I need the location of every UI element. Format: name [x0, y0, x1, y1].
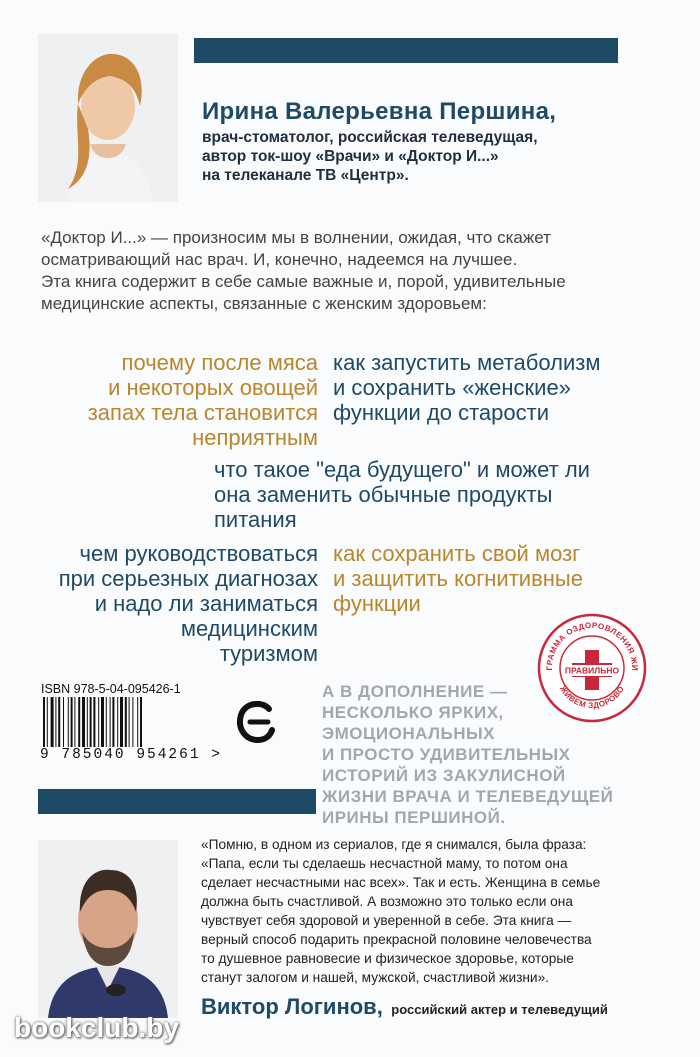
- quote-line: должна быть счастливой. А возможно это только если она: [201, 894, 573, 909]
- topic-line: запах тела становится: [87, 400, 318, 425]
- topic-metabolism: [333, 350, 653, 425]
- topic-line: питания: [214, 507, 297, 532]
- author-desc-line: врач-стоматолог, российская телеведущая,: [202, 129, 538, 146]
- author-name: Ирина Валерьевна Першина,: [202, 98, 557, 125]
- quote-line: чувствует себя здоровой и уверенной в себе. Эта книга —: [201, 913, 572, 928]
- topic-line: и некоторых овощей: [108, 375, 318, 400]
- quote-line: верный способ подарить прекрасной половине человечества: [201, 932, 592, 947]
- author-desc-line: автор ток-шоу «Врачи» и «Доктор И...»: [202, 148, 499, 165]
- topic-line: и защитить когнитивные: [333, 566, 583, 591]
- intro-line: осматривающий нас врач. И, конечно, надеемся на лучшее.: [41, 250, 518, 269]
- topic-line: медицинским: [180, 616, 318, 641]
- topic-line: при серьезных диагнозах: [58, 566, 318, 591]
- addon-line: ИРИНЫ ПЕРШИНОЙ.: [322, 808, 506, 827]
- topic-line: как сохранить свой мозг: [333, 541, 581, 566]
- topic-line: и сохранить «женские»: [333, 375, 571, 400]
- quote-line: «Помню, в одном из сериалов, где я снимался, была фраза:: [201, 837, 587, 852]
- quote-author-desc: российский актер и телеведущий: [391, 1002, 608, 1017]
- topic-line: она заменить обычные продукты: [214, 482, 553, 507]
- publisher-logo: [236, 700, 276, 744]
- author-photo: [38, 34, 178, 202]
- quote-text: [201, 835, 671, 987]
- topic-line: функции: [333, 591, 421, 616]
- topic-line: неприятным: [192, 425, 318, 450]
- addon-line: ИСТОРИЙ ИЗ ЗАКУЛИСНОЙ: [322, 766, 566, 785]
- quote-author-name: Виктор Логинов,: [201, 994, 383, 1019]
- isbn-label: ISBN 978-5-04-095426-1: [41, 682, 181, 696]
- seal-ring-text: ГРАММА ОЗДОРОВЛЕНИЯ ЖИ: [544, 620, 640, 672]
- topic-line: почему после мяса: [121, 350, 318, 375]
- topic-line: функции до старости: [333, 400, 550, 425]
- portrait-man-icon: [38, 840, 178, 1018]
- intro-line: «Доктор И...» — произносим мы в волнении, ожидая, что скажет: [41, 228, 551, 247]
- intro-paragraph: [41, 227, 671, 315]
- intro-line: Эта книга содержит в себе самые важные и, порой, удивительные: [41, 272, 566, 291]
- topic-line: туризмом: [219, 641, 318, 666]
- watermark: bookclub.by: [14, 1012, 179, 1043]
- seal-bottom-text: ЖИВЕМ ЗДОРОВО: [557, 684, 627, 711]
- topic-future-food: [214, 457, 674, 532]
- eksmo-logo-icon: [236, 700, 276, 744]
- quote-line: сделает несчастными нас всех». Так и есть. Женщина в семье: [201, 875, 601, 890]
- addon-line: И ПРОСТО УДИВИТЕЛЬНЫХ: [322, 745, 571, 764]
- barcode-digits: 9 785040 954261 >: [40, 747, 222, 763]
- bottom-accent-bar: [38, 789, 316, 814]
- quote-author-photo: [38, 840, 178, 1018]
- topic-line: как запустить метаболизм: [333, 350, 601, 375]
- top-accent-bar: [194, 38, 618, 63]
- author-desc: [202, 128, 538, 185]
- barcode-icon: [41, 697, 195, 747]
- addon-line: НЕСКОЛЬКО ЯРКИХ,: [322, 703, 504, 722]
- intro-line: медицинские аспекты, связанные с женским здоровьем:: [41, 294, 487, 313]
- author-desc-line: на телеканале ТВ «Центр».: [202, 167, 409, 184]
- topic-brain: [333, 541, 653, 616]
- topic-diagnoses: [30, 541, 318, 666]
- addon-line: ЭМОЦИОНАЛЬНЫХ: [322, 724, 496, 743]
- barcode: [41, 697, 195, 747]
- addon-text: [322, 681, 652, 828]
- quote-line: «Папа, если ты сделаешь несчастной маму, то потом она: [201, 856, 568, 871]
- topic-line: что такое "еда будущего" и может ли: [214, 457, 590, 482]
- quote-line: то душевное равновесие и физическое здоровье, которые: [201, 951, 574, 966]
- addon-line: А В ДОПОЛНЕНИЕ —: [322, 682, 508, 701]
- topic-body-odor: [50, 350, 318, 450]
- portrait-woman-icon: [38, 34, 178, 202]
- topic-line: чем руководствоваться: [79, 541, 318, 566]
- seal-center-text: ПРАВИЛЬНО: [564, 665, 620, 676]
- quote-attribution: [201, 994, 671, 1020]
- addon-line: ЖИЗНИ ВРАЧА И ТЕЛЕВЕДУЩЕЙ: [322, 787, 614, 806]
- quote-line: станут залогом и нашей, мужской, счастливой жизни».: [201, 970, 549, 985]
- topic-line: и надо ли заниматься: [94, 591, 318, 616]
